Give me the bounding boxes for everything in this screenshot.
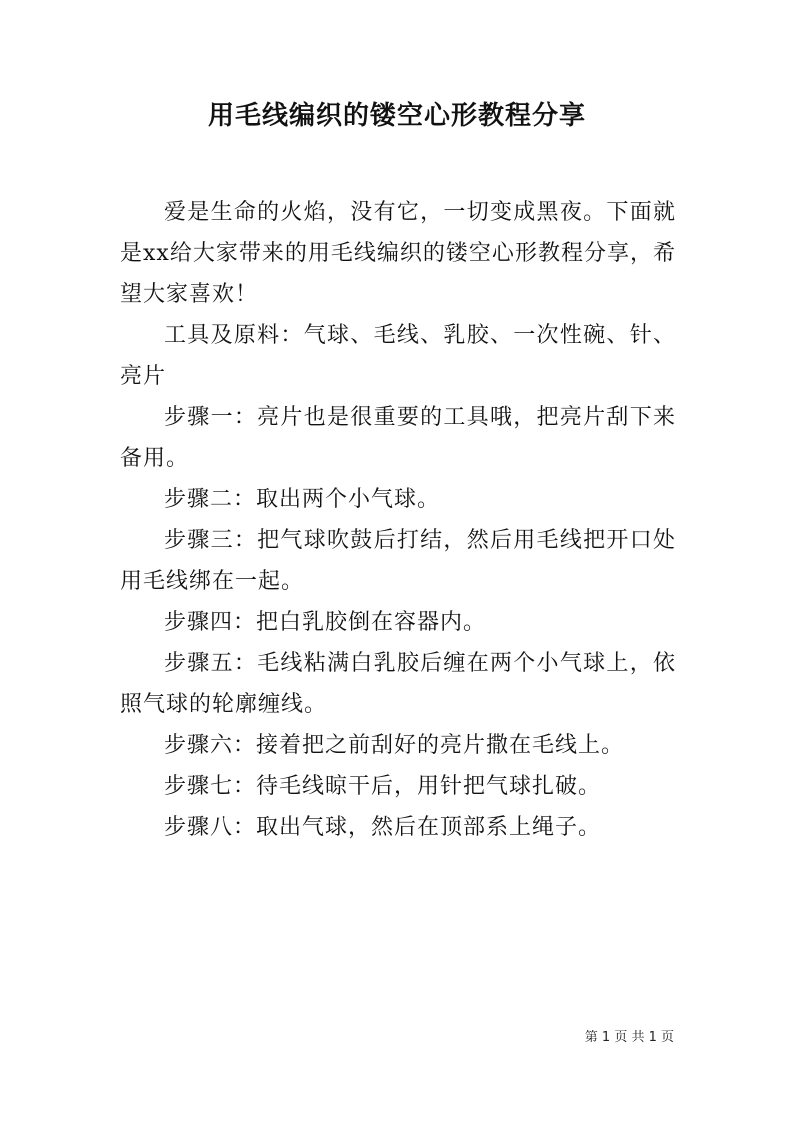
step-2-paragraph: 步骤二：取出两个小气球。 (164, 487, 441, 512)
step-4-paragraph: 步骤四：把白乳胶倒在容器内。 (164, 610, 487, 635)
step-1-paragraph: 步骤一：亮片也是很重要的工具哦，把亮片刮下来备用。 (120, 405, 676, 471)
page-number-footer: 第 1 页 共 1 页 (584, 1030, 674, 1045)
step-5-paragraph: 步骤五：毛线粘满白乳胶后缠在两个小气球上，依照气球的轮廓缠线。 (120, 651, 676, 717)
step-8-paragraph: 步骤八：取出气球，然后在顶部系上绳子。 (164, 815, 602, 840)
document-title: 用毛线编织的镂空心形教程分享 (207, 101, 586, 131)
intro-paragraph: 爱是生命的火焰，没有它，一切变成黑夜。下面就是xx给大家带来的用毛线编织的镂空心形教程分享，希望大家喜欢！ (120, 200, 676, 307)
step-7-paragraph: 步骤七：待毛线晾干后，用针把气球扎破。 (164, 774, 602, 799)
materials-paragraph: 工具及原料：气球、毛线、乳胶、一次性碗、针、亮片 (120, 323, 676, 389)
step-3-paragraph: 步骤三：把气球吹鼓后打结，然后用毛线把开口处用毛线绑在一起。 (120, 528, 676, 594)
step-6-paragraph: 步骤六：接着把之前刮好的亮片撒在毛线上。 (164, 733, 625, 758)
document-body (120, 192, 676, 848)
